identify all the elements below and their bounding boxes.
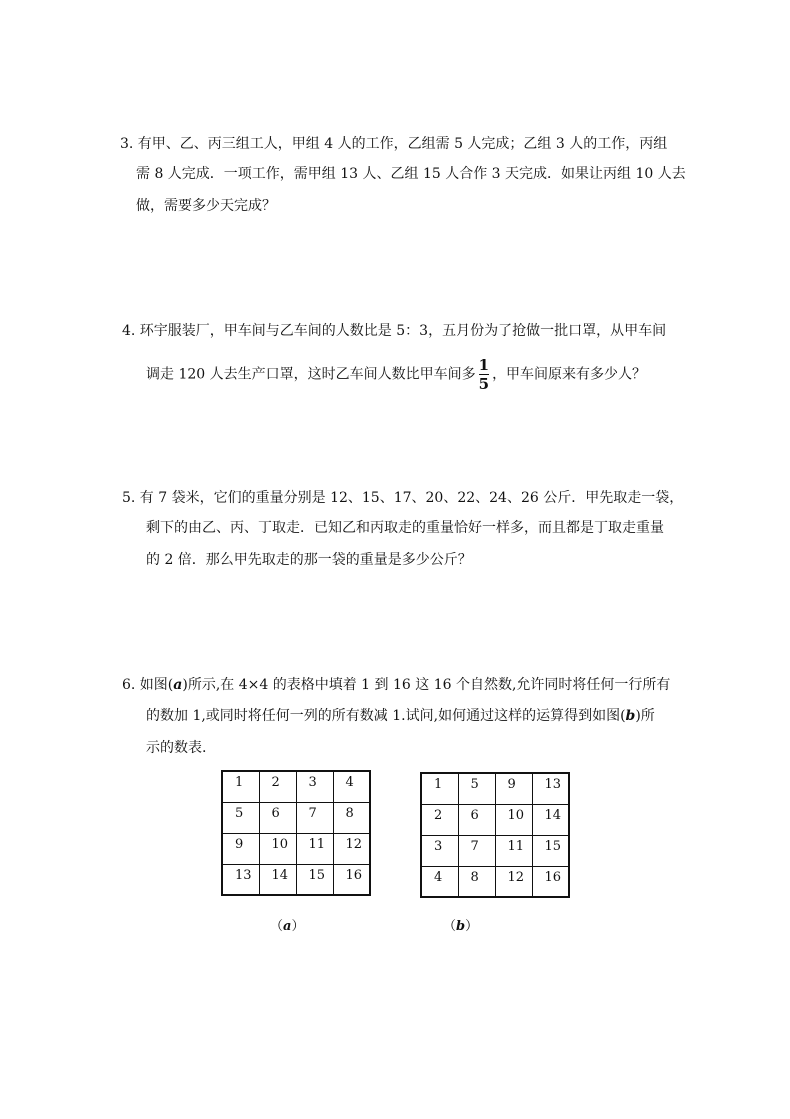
table-cell: 13 [532,773,569,804]
q6-line-3: 示的数表. [146,740,207,756]
q4-line-2 [146,357,646,392]
table-cell: 11 [495,835,532,866]
q6-line-1-start: 6. 如图( [122,677,174,693]
caption-open: （ [270,919,284,934]
table-cell: 1 [421,773,458,804]
number-table-a [221,770,371,896]
caption-open: （ [443,919,457,934]
q4-line-2-start: 调走 120 人去生产口罩，这时乙车间人数比甲车间多 [146,366,476,383]
table-cell: 9 [495,773,532,804]
table-cell: 12 [333,833,370,864]
caption-close: ） [465,919,479,934]
table-cell: 16 [532,866,569,897]
table-cell: 11 [296,833,333,864]
q3-line-1: 3. 有甲、乙、丙三组工人，甲组 4 人的工作，乙组需 5 人完成；乙组 3 人的工作，丙组 [120,136,668,152]
q6-line-1 [122,675,670,695]
figure-a-label: a [173,677,183,693]
table-cell: 4 [421,866,458,897]
fraction-one-fifth [479,357,489,392]
fraction-numerator: 1 [478,356,490,374]
table-row [222,864,370,895]
table-cell: 15 [532,835,569,866]
number-table-b [420,772,570,898]
table-cell: 7 [458,835,495,866]
table-b-caption [443,915,478,934]
table-cell: 12 [495,866,532,897]
table-cell: 2 [259,771,296,802]
table-cell: 6 [259,802,296,833]
table-cell: 10 [259,833,296,864]
caption-label: b [456,919,466,934]
q6-line-1-end: )所示,在 4×4 的表格中填着 1 到 16 这 16 个自然数,允许同时将任何一行所有 [182,677,671,693]
table-cell: 15 [296,864,333,895]
table-cell: 14 [532,804,569,835]
q6-line-2-start: 的数加 1,或同时将任何一列的所有数减 1.试问,如何通过这样的运算得到如图( [146,708,626,724]
table-row [421,804,569,835]
table-cell: 3 [296,771,333,802]
table-cell: 13 [222,864,259,895]
fraction-denominator: 5 [478,375,490,393]
q5-line-3: 的 2 倍．那么甲先取走的那一袋的重量是多少公斤？ [146,552,472,568]
table-cell: 1 [222,771,259,802]
caption-close: ） [291,919,305,934]
q6-line-2-end: )所 [635,708,655,724]
table-cell: 8 [333,802,370,833]
q3-line-2: 需 8 人完成．一项工作，需甲组 13 人、乙组 15 人合作 3 天完成．如果让丙组 10 人去 [136,166,686,182]
q5-line-2: 剩下的由乙、丙、丁取走．已知乙和丙取走的重量恰好一样多，而且都是丁取走重量 [146,520,664,536]
table-row [222,833,370,864]
figure-b-label: b [625,708,636,724]
table-row [421,866,569,897]
q4-line-2-end: ，甲车间原来有多少人？ [492,366,647,383]
caption-label: a [283,919,292,934]
q5-line-1: 5. 有 7 袋米，它们的重量分别是 12、15、17、20、22、24、26 公斤．甲先取走一袋， [122,490,684,506]
table-cell: 6 [458,804,495,835]
table-cell: 9 [222,833,259,864]
table-row [222,802,370,833]
q4-line-1: 4. 环宇服装厂，甲车间与乙车间的人数比是 5：3，五月份为了抢做一批口罩，从甲车间 [122,323,667,339]
table-cell: 7 [296,802,333,833]
table-cell: 8 [458,866,495,897]
q3-line-3: 做，需要多少天完成？ [136,198,276,214]
table-row [421,773,569,804]
table-cell: 3 [421,835,458,866]
table-cell: 5 [458,773,495,804]
table-cell: 4 [333,771,370,802]
table-row [222,771,370,802]
q6-line-2 [146,706,655,726]
table-a-caption [270,915,304,934]
table-cell: 14 [259,864,296,895]
table-cell: 2 [421,804,458,835]
table-cell: 5 [222,802,259,833]
table-cell: 16 [333,864,370,895]
table-cell: 10 [495,804,532,835]
table-row [421,835,569,866]
